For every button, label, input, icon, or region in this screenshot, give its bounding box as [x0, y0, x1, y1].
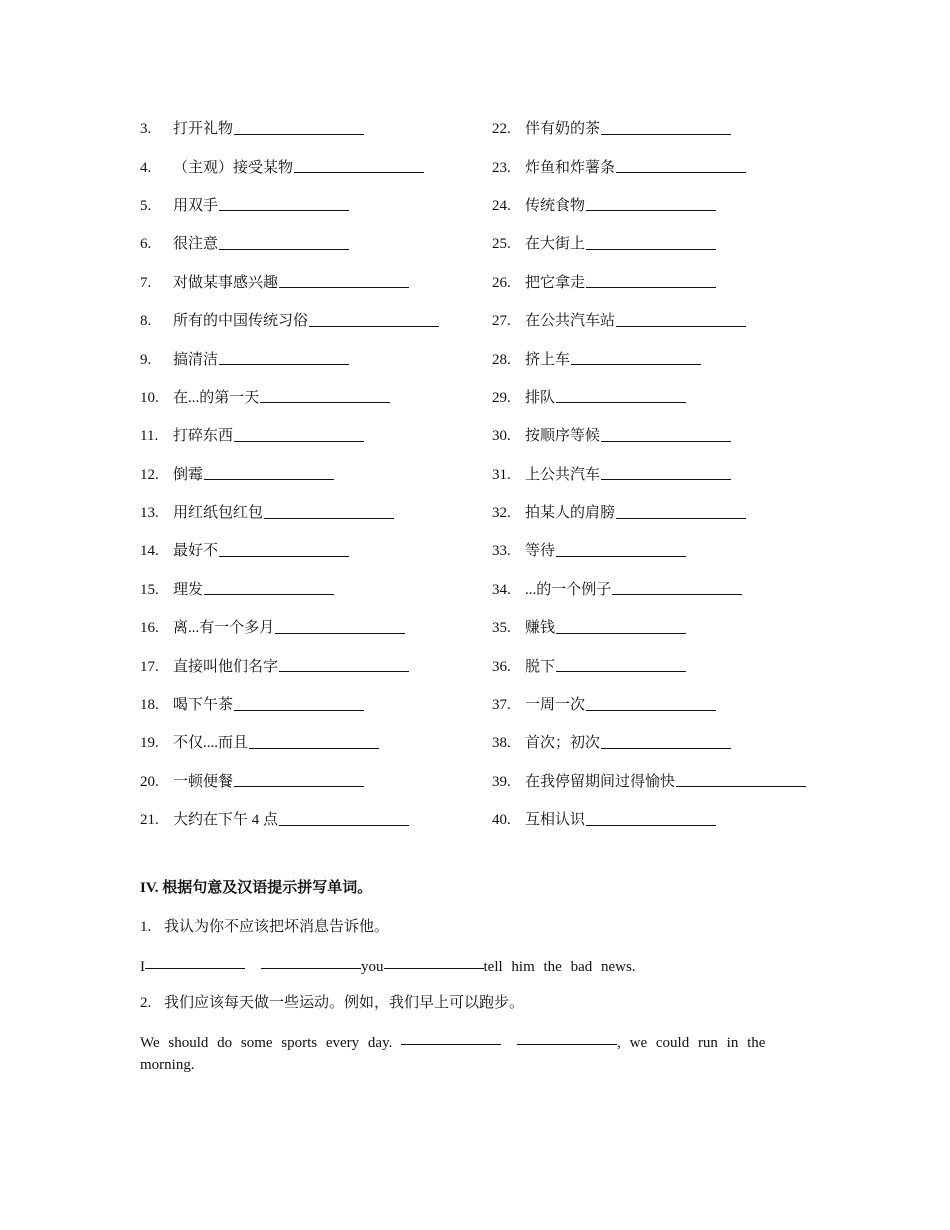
question-1-chinese: [140, 916, 780, 938]
question-1-word-you: you: [361, 959, 384, 975]
vocab-item-text: 拍某人的肩膀: [525, 505, 616, 522]
answer-blank[interactable]: [616, 156, 746, 173]
answer-blank-1a[interactable]: [145, 954, 245, 969]
answer-blank[interactable]: [264, 502, 394, 519]
answer-blank[interactable]: [586, 271, 716, 288]
answer-blank[interactable]: [234, 770, 364, 787]
vocab-item: [492, 110, 820, 148]
vocab-item-text: 很注意: [173, 236, 219, 253]
vocab-item-text: 倒霉: [173, 466, 204, 483]
vocab-item-number: 32.: [492, 505, 511, 522]
answer-blank[interactable]: [279, 655, 409, 672]
answer-blank[interactable]: [279, 271, 409, 288]
question-2-chinese: [140, 992, 780, 1014]
vocab-item-number: 14.: [140, 543, 159, 560]
vocab-item: [140, 417, 492, 455]
vocab-item: [140, 724, 492, 762]
question-2-prompt: 我们应该每天做一些运动。例如，我们早上可以跑步。: [164, 995, 525, 1011]
vocab-item-number: 3.: [140, 121, 152, 138]
answer-blank-1c[interactable]: [384, 954, 484, 969]
answer-blank[interactable]: [204, 578, 334, 595]
vocab-item-number: 18.: [140, 697, 159, 714]
answer-blank[interactable]: [601, 118, 731, 135]
vocab-item: [492, 724, 820, 762]
vocab-item: [140, 340, 492, 378]
vocab-item: [492, 494, 820, 532]
vocab-item: [140, 763, 492, 801]
question-1-word-i: I: [140, 959, 145, 975]
vocab-item: [492, 532, 820, 570]
vocab-item: [492, 379, 820, 417]
vocab-item-text: 炸鱼和炸薯条: [525, 159, 616, 176]
vocab-item-text: 把它拿走: [525, 274, 586, 291]
vocab-item-number: 7.: [140, 274, 152, 291]
answer-blank[interactable]: [309, 310, 439, 327]
vocab-item-number: 5.: [140, 197, 152, 214]
answer-blank[interactable]: [294, 156, 424, 173]
vocab-item-number: 28.: [492, 351, 511, 368]
vocab-item-text: 对做某事感兴趣: [173, 274, 279, 291]
vocab-item: [492, 225, 820, 263]
vocab-item-text: 一周一次: [525, 697, 586, 714]
vocab-item-number: 36.: [492, 658, 511, 675]
vocab-item: [492, 571, 820, 609]
vocab-item-number: 27.: [492, 313, 511, 330]
answer-blank[interactable]: [234, 694, 364, 711]
vocab-item-text: 伴有奶的茶: [525, 121, 601, 138]
vocab-item-number: 33.: [492, 543, 511, 560]
vocab-item-text: 打开礼物: [173, 121, 234, 138]
vocab-item-text: 传统食物: [525, 197, 586, 214]
vocab-item-text: 理发: [173, 581, 204, 598]
answer-blank[interactable]: [249, 732, 379, 749]
answer-blank[interactable]: [275, 617, 405, 634]
answer-blank[interactable]: [204, 463, 334, 480]
vocab-item-number: 15.: [140, 581, 159, 598]
vocab-item-number: 24.: [492, 197, 511, 214]
vocab-item-number: 35.: [492, 620, 511, 637]
vocab-item: [140, 686, 492, 724]
vocab-item-text: 赚钱: [525, 620, 556, 637]
vocab-item-number: 25.: [492, 236, 511, 253]
vocab-item-number: 13.: [140, 505, 159, 522]
vocab-item: [140, 225, 492, 263]
vocab-item-number: 22.: [492, 121, 511, 138]
vocab-item-number: 26.: [492, 274, 511, 291]
vocab-item-text: 在大街上: [525, 236, 586, 253]
vocab-item-text: 喝下午茶: [173, 697, 234, 714]
vocab-item-number: 19.: [140, 735, 159, 752]
vocab-item: [492, 264, 820, 302]
vocab-item: [492, 456, 820, 494]
vocab-item: [140, 571, 492, 609]
answer-blank[interactable]: [586, 694, 716, 711]
vocab-item-number: 12.: [140, 466, 159, 483]
vocab-item-number: 38.: [492, 735, 511, 752]
vocab-item-number: 10.: [140, 389, 159, 406]
answer-blank[interactable]: [601, 732, 731, 749]
vocab-item-text: 上公共汽车: [525, 466, 601, 483]
answer-blank[interactable]: [586, 194, 716, 211]
vocab-item-number: 11.: [140, 428, 159, 445]
vocab-item-text: 在我停留期间过得愉快: [525, 773, 676, 790]
vocab-item-number: 30.: [492, 428, 511, 445]
question-2-wrap: morning.: [140, 1057, 195, 1073]
answer-blank[interactable]: [612, 578, 742, 595]
vocab-item-text: 不仅....而且: [173, 735, 249, 752]
vocab-item: [492, 148, 820, 186]
vocab-item-number: 9.: [140, 351, 152, 368]
vocab-item: [140, 187, 492, 225]
vocab-item-text: 挤上车: [525, 351, 571, 368]
vocab-item-text: 大约在下午 4 点: [173, 812, 279, 829]
vocab-list: [140, 110, 820, 839]
answer-blank-1b[interactable]: [261, 954, 361, 969]
vocab-item: [140, 456, 492, 494]
answer-blank[interactable]: [219, 233, 349, 250]
answer-blank[interactable]: [616, 502, 746, 519]
vocab-item-number: 34.: [492, 581, 511, 598]
answer-blank[interactable]: [586, 233, 716, 250]
vocab-item: [140, 379, 492, 417]
vocab-item: [492, 340, 820, 378]
vocab-item: [140, 264, 492, 302]
question-1-english: [140, 956, 780, 978]
question-1-prompt: 我认为你不应该把坏消息告诉他。: [164, 919, 390, 935]
vocab-item-text: 搞清洁: [173, 351, 219, 368]
question-2-english: [140, 1032, 780, 1076]
vocab-item-number: 23.: [492, 159, 511, 176]
vocab-item-number: 40.: [492, 812, 511, 829]
vocab-item: [492, 187, 820, 225]
vocab-item: [140, 647, 492, 685]
answer-blank[interactable]: [676, 770, 806, 787]
vocab-item-text: 脱下: [525, 658, 556, 675]
vocab-item: [492, 686, 820, 724]
vocab-item-text: 一顿便餐: [173, 773, 234, 790]
vocab-item: [492, 801, 820, 839]
vocab-item: [492, 417, 820, 455]
answer-blank[interactable]: [234, 118, 364, 135]
vocab-item-text: （主观）接受某物: [173, 159, 294, 176]
vocab-item-text: 排队: [525, 389, 556, 406]
vocab-item: [140, 110, 492, 148]
vocab-item-text: 按顺序等候: [525, 428, 601, 445]
answer-blank[interactable]: [219, 194, 349, 211]
question-1-ending: tell him the bad news.: [483, 959, 636, 975]
answer-blank[interactable]: [219, 348, 349, 365]
answer-blank[interactable]: [279, 809, 409, 826]
vocab-item-text: 首次；初次: [525, 735, 601, 752]
vocab-item-text: 离...有一个多月: [173, 620, 275, 637]
vocab-item: [140, 494, 492, 532]
vocab-item-number: 39.: [492, 773, 511, 790]
vocab-item: [140, 148, 492, 186]
answer-blank[interactable]: [556, 386, 686, 403]
answer-blank[interactable]: [556, 617, 686, 634]
vocab-item: [492, 609, 820, 647]
vocab-item: [492, 763, 820, 801]
vocab-item-text: 等待: [525, 543, 556, 560]
answer-blank[interactable]: [556, 655, 686, 672]
answer-blank[interactable]: [556, 540, 686, 557]
vocab-item-text: 用红纸包红包: [173, 505, 264, 522]
answer-blank[interactable]: [571, 348, 701, 365]
question-2-start: We should do some sports every day.: [140, 1035, 393, 1051]
answer-blank[interactable]: [586, 809, 716, 826]
vocab-item: [492, 647, 820, 685]
section-iv-title: IV. 根据句意及汉语提示拼写单词。: [140, 880, 373, 896]
answer-blank[interactable]: [601, 425, 731, 442]
vocab-item-number: 31.: [492, 466, 511, 483]
vocab-item-number: 20.: [140, 773, 159, 790]
question-1-number: 1.: [140, 919, 152, 935]
answer-blank[interactable]: [219, 540, 349, 557]
vocab-item-number: 21.: [140, 812, 159, 829]
vocab-item-number: 6.: [140, 236, 152, 253]
vocab-item-text: 所有的中国传统习俗: [173, 313, 309, 330]
vocab-item-number: 37.: [492, 697, 511, 714]
answer-blank[interactable]: [601, 463, 731, 480]
vocab-item-number: 17.: [140, 658, 159, 675]
vocab-item-number: 29.: [492, 389, 511, 406]
question-2-number: 2.: [140, 995, 152, 1011]
vocab-item: [492, 302, 820, 340]
vocab-item-number: 16.: [140, 620, 159, 637]
vocab-item: [140, 801, 492, 839]
vocab-item-text: 互相认识: [525, 812, 586, 829]
question-2-ending: , we could run in the: [617, 1035, 766, 1051]
vocab-item-text: 用双手: [173, 197, 219, 214]
vocab-item-text: ...的一个例子: [525, 581, 612, 598]
vocab-item: [140, 609, 492, 647]
vocab-item-text: 打碎东西: [173, 428, 234, 445]
answer-blank[interactable]: [234, 425, 364, 442]
vocab-item-text: 在...的第一天: [173, 389, 260, 406]
vocab-item: [140, 302, 492, 340]
vocab-item-text: 最好不: [173, 543, 219, 560]
answer-blank[interactable]: [616, 310, 746, 327]
answer-blank-2a[interactable]: [401, 1030, 501, 1045]
vocab-item-number: 8.: [140, 313, 152, 330]
vocab-item-number: 4.: [140, 159, 152, 176]
vocab-item-text: 在公共汽车站: [525, 313, 616, 330]
answer-blank[interactable]: [260, 386, 390, 403]
vocab-item: [140, 532, 492, 570]
vocab-item-text: 直接叫他们名字: [173, 658, 279, 675]
answer-blank-2b[interactable]: [517, 1030, 617, 1045]
